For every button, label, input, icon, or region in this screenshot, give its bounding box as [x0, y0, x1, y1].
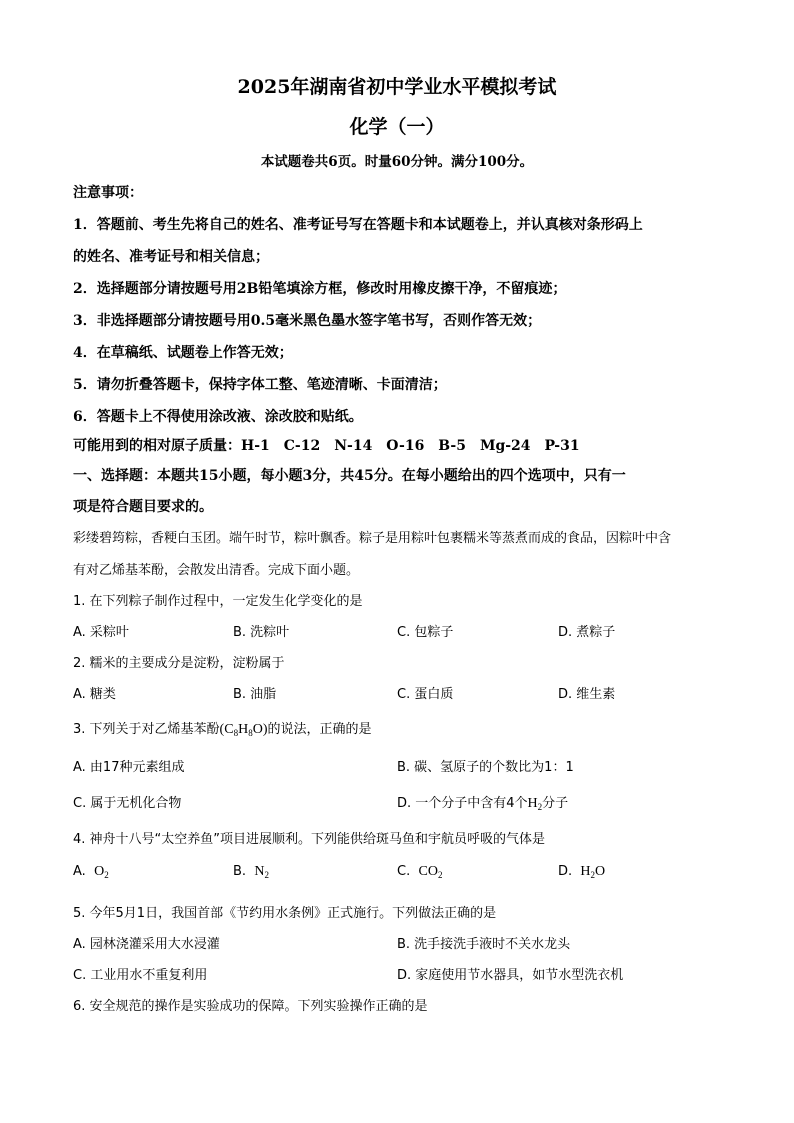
- question-5-option-a: A. 园林浇灌采用大水浸灌: [73, 937, 220, 952]
- question-1-stem: 1. 在下列粽子制作过程中，一定发生化学变化的是: [73, 594, 363, 609]
- note-item: 2．选择题部分请按题号用2B铅笔填涂方框，修改时用橡皮擦干净，不留痕迹；: [73, 281, 567, 297]
- formula-subscript: 2: [537, 802, 543, 812]
- question-4-stem: 4. 神舟十八号“太空养鱼”项目进展顺利。下列能供给斑马鱼和宇航员呼吸的气体是: [73, 832, 546, 847]
- formula-element: C: [224, 722, 234, 737]
- chemical-formula: [580, 864, 605, 879]
- chemical-formula: [418, 864, 442, 879]
- question-4-option-c: [397, 864, 442, 880]
- formula-element: O: [94, 864, 105, 879]
- question-6-stem: 6. 安全规范的操作是实验成功的保障。下列实验操作正确的是: [73, 999, 428, 1014]
- note-item: 5．请勿折叠答题卡，保持字体工整、笔迹清晰、卡面清洁；: [73, 377, 447, 393]
- question-3-option-c: C. 属于无机化合物: [73, 796, 182, 811]
- question-3-option-b: B. 碳、氢原子的个数比为1：1: [397, 760, 574, 775]
- passage-text: 彩缕碧筠粽，香粳白玉团。端午时节，粽叶飘香。粽子是用粽叶包裹糯米等蒸煮而成的食品，因粽叶中含: [73, 531, 672, 546]
- question-2-option-d: D. 维生素: [558, 687, 616, 702]
- chemical-formula: [220, 722, 268, 737]
- question-5-stem: 5. 今年5月1日，我国首部《节约用水条例》正式施行。下列做法正确的是: [73, 906, 497, 921]
- option-letter: D.: [558, 864, 573, 879]
- formula-element: H: [527, 796, 538, 811]
- formula-element: CO: [418, 864, 438, 879]
- option-letter: B.: [233, 864, 247, 879]
- note-item: 4．在草稿纸、试题卷上作答无效；: [73, 345, 293, 361]
- section-heading: 一、选择题：本题共15小题，每小题3分，共45分。在每小题给出的四个选项中，只有一: [73, 468, 626, 484]
- notes-heading: 注意事项：: [73, 185, 143, 201]
- question-1-option-b: B. 洗粽叶: [233, 625, 290, 640]
- question-2-option-a: A. 糖类: [73, 687, 116, 702]
- formula-element: H: [238, 722, 249, 737]
- formula-subscript: 8: [233, 728, 239, 738]
- question-5-option-b: B. 洗手接洗手液时不关水龙头: [397, 937, 571, 952]
- question-3-stem-pre: 3. 下列关于对乙烯基苯酚: [73, 722, 220, 737]
- option-letter: C.: [397, 864, 411, 879]
- paren-close: ): [262, 722, 268, 737]
- formula-element: O: [252, 722, 263, 737]
- option-text: D. 一个分子中含有4个: [397, 796, 528, 811]
- chemical-formula: [254, 864, 269, 879]
- exam-info: 本试题卷共6页。时量60分钟。满分100分。: [260, 154, 534, 170]
- question-3-stem: [73, 718, 372, 738]
- formula-subscript: 8: [248, 728, 253, 738]
- question-1-option-d: D. 煮粽子: [558, 625, 616, 640]
- question-2-stem: 2. 糯米的主要成分是淀粉，淀粉属于: [73, 656, 285, 671]
- formula-subscript: 2: [590, 870, 596, 880]
- option-text: 分子: [542, 796, 569, 811]
- question-1-option-a: A. 采粽叶: [73, 625, 129, 640]
- formula-element: O: [595, 864, 606, 879]
- formula-subscript: 2: [104, 870, 109, 880]
- atomic-masses: 可能用到的相对原子质量：H-1 C-12 N-14 O-16 B-5 Mg-24 P-31: [73, 438, 580, 454]
- question-4-option-d: [558, 864, 605, 880]
- note-item: 6．答题卡上不得使用涂改液、涂改胶和贴纸。: [73, 409, 363, 425]
- exam-title: 2025年湖南省初中学业水平模拟考试: [237, 76, 557, 98]
- section-heading-cont: 项是符合题目要求的。: [73, 499, 213, 515]
- formula-subscript: 2: [437, 870, 443, 880]
- formula-element: H: [580, 864, 591, 879]
- question-3-option-d: [397, 792, 568, 812]
- note-item: 的姓名、准考证号和相关信息；: [73, 249, 269, 265]
- paren-open: (: [219, 722, 225, 737]
- question-1-option-c: C. 包粽子: [397, 625, 454, 640]
- question-5-option-d: D. 家庭使用节水器具，如节水型洗衣机: [397, 968, 624, 983]
- note-item: 1．答题前、考生先将自己的姓名、准考证号写在答题卡和本试题卷上，并认真核对条形码上: [73, 217, 643, 233]
- question-3-option-a: A. 由17种元素组成: [73, 760, 185, 775]
- question-2-option-b: B. 油脂: [233, 687, 277, 702]
- exam-subject: 化学（一）: [349, 116, 445, 138]
- question-4-option-b: [233, 864, 269, 880]
- chemical-formula: [94, 864, 109, 879]
- chemical-formula: [528, 796, 543, 811]
- option-letter: A.: [73, 864, 86, 879]
- question-5-option-c: C. 工业用水不重复利用: [73, 968, 208, 983]
- question-2-option-c: C. 蛋白质: [397, 687, 454, 702]
- passage-text: 有对乙烯基苯酚，会散发出清香。完成下面小题。: [73, 563, 360, 578]
- question-3-stem-post: 的说法，正确的是: [267, 722, 372, 737]
- question-4-option-a: [73, 864, 109, 880]
- note-item: 3．非选择题部分请按题号用0.5毫米黑色墨水签字笔书写，否则作答无效；: [73, 313, 542, 329]
- formula-element: N: [254, 864, 265, 879]
- formula-subscript: 2: [264, 870, 269, 880]
